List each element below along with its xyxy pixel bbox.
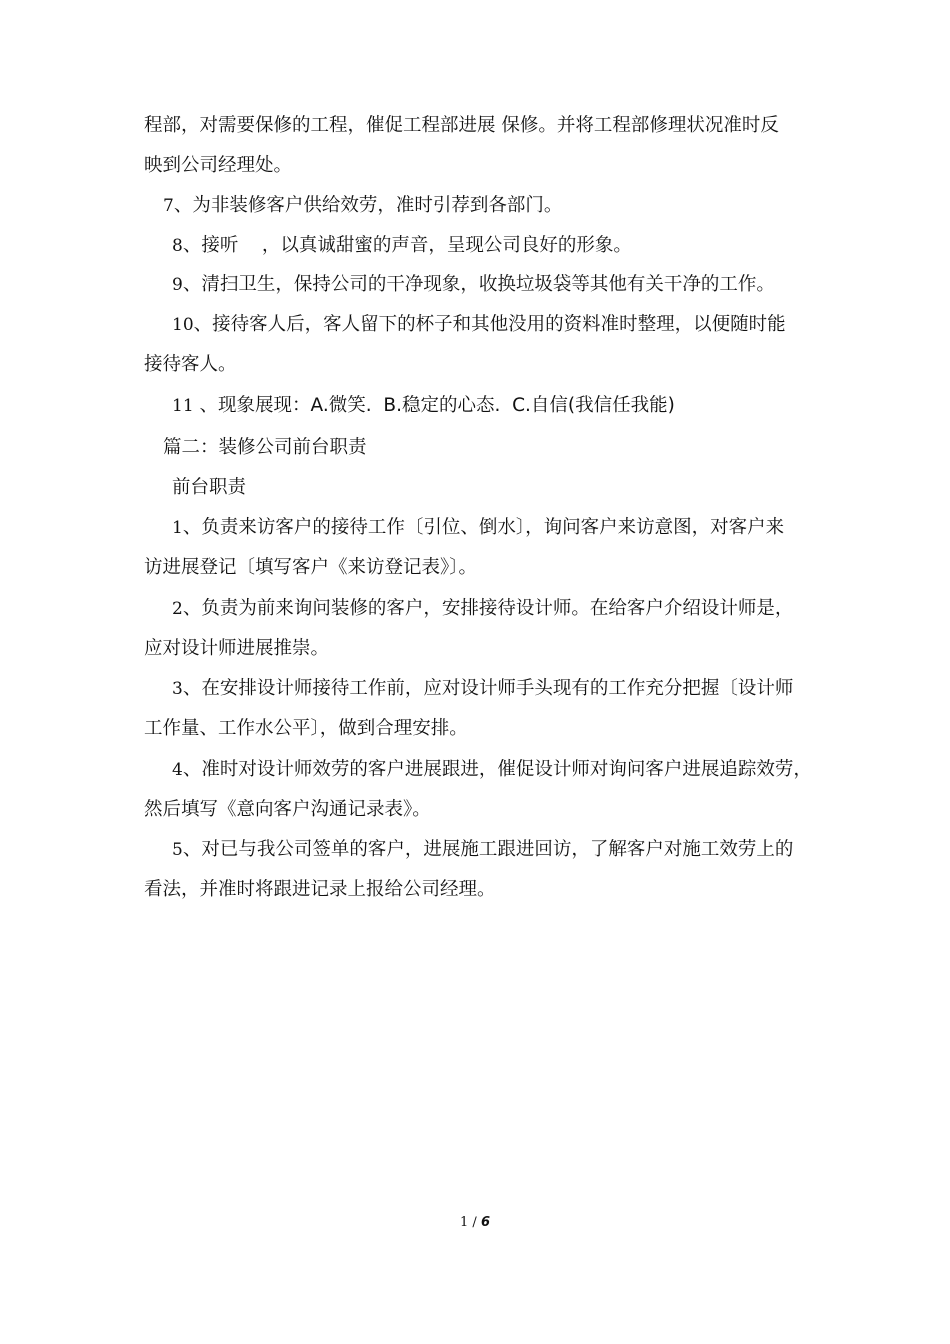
- line-text: 工作量、工作水公平〕，做到合理安排。: [144, 718, 468, 739]
- paragraph-line: [144, 798, 431, 822]
- total-pages-number: 6: [480, 1215, 490, 1230]
- paragraph-line: [172, 394, 675, 418]
- line-text: 、负责来访客户的接待工作〔引位、倒水〕，询问客户来访意图，对客户来: [182, 517, 785, 538]
- item-number: 4: [172, 760, 183, 780]
- line-text: 然后填写《意向客户沟通记录表》。: [144, 799, 431, 820]
- paragraph-line: [144, 556, 477, 580]
- line-text: 应对设计师进展推崇。: [144, 638, 330, 659]
- line-text: 接待客人。: [144, 354, 237, 375]
- item-number: 1: [172, 518, 183, 538]
- item-number: 7: [163, 196, 174, 216]
- item-number: 3: [172, 679, 183, 699]
- current-page-number: 1: [460, 1215, 469, 1230]
- paragraph-line: [172, 758, 812, 782]
- line-text: 、接听 ，以真诚甜蜜的声音，呈现公司良好的形象。: [182, 235, 632, 256]
- page-footer: [0, 1214, 950, 1232]
- paragraph-line: [144, 637, 329, 661]
- item-number: 11: [172, 396, 194, 416]
- paragraph-line: [163, 194, 562, 218]
- page-separator: /: [472, 1215, 477, 1230]
- paragraph-line: [172, 838, 793, 862]
- item-number: 2: [172, 599, 183, 619]
- line-text: 映到公司经理处。: [144, 155, 293, 176]
- line-text: 、负责为前来询问装修的客户，安排接待设计师。在给客户介绍设计师是，: [182, 598, 794, 619]
- line-text: 前台职责: [172, 477, 247, 498]
- line-text: 访进展登记〔填写客户《来访登记表》〕。: [144, 557, 478, 578]
- paragraph-line: [144, 878, 496, 902]
- paragraph-line: [172, 597, 793, 621]
- line-text: 、现象展现：A.微笑. B.稳定的心态. C.自信(我信任我能): [193, 395, 675, 416]
- item-number: 8: [172, 236, 183, 256]
- line-text: 程部，对需要保修的工程，催促工程部进展 保修。并将工程部修理状况准时反: [144, 115, 779, 136]
- paragraph-line: [172, 234, 632, 258]
- line-text: 、接待客人后，客人留下的杯子和其他没用的资料准时整理，以便随时能: [193, 314, 786, 335]
- line-text: 、为非装修客户供给效劳，准时引荐到各部门。: [173, 195, 563, 216]
- item-number: 5: [172, 840, 183, 860]
- section-heading: [163, 436, 367, 460]
- paragraph-line: [172, 677, 793, 701]
- paragraph-line: [144, 353, 237, 377]
- item-number: 9: [172, 275, 183, 295]
- line-text: 、清扫卫生，保持公司的干净现象，收换垃圾袋等其他有关干净的工作。: [182, 274, 775, 295]
- paragraph-line: [172, 313, 786, 337]
- paragraph-line: [144, 717, 468, 741]
- section-subheading: [172, 476, 246, 500]
- paragraph-line: [172, 516, 784, 540]
- line-text: 、对已与我公司签单的客户，进展施工跟进回访，了解客户对施工效劳上的: [182, 839, 794, 860]
- paragraph-line: [144, 154, 292, 178]
- line-text: 篇二：装修公司前台职责: [163, 437, 367, 458]
- paragraph-line: [144, 114, 779, 138]
- line-text: 看法，并准时将跟进记录上报给公司经理。: [144, 879, 496, 900]
- item-number: 10: [172, 315, 194, 335]
- line-text: 、在安排设计师接待工作前，应对设计师手头现有的工作充分把握〔设计师: [182, 678, 794, 699]
- paragraph-line: [172, 273, 775, 297]
- line-text: 、准时对设计师效劳的客户进展跟进，催促设计师对询问客户进展追踪效劳，: [182, 759, 812, 780]
